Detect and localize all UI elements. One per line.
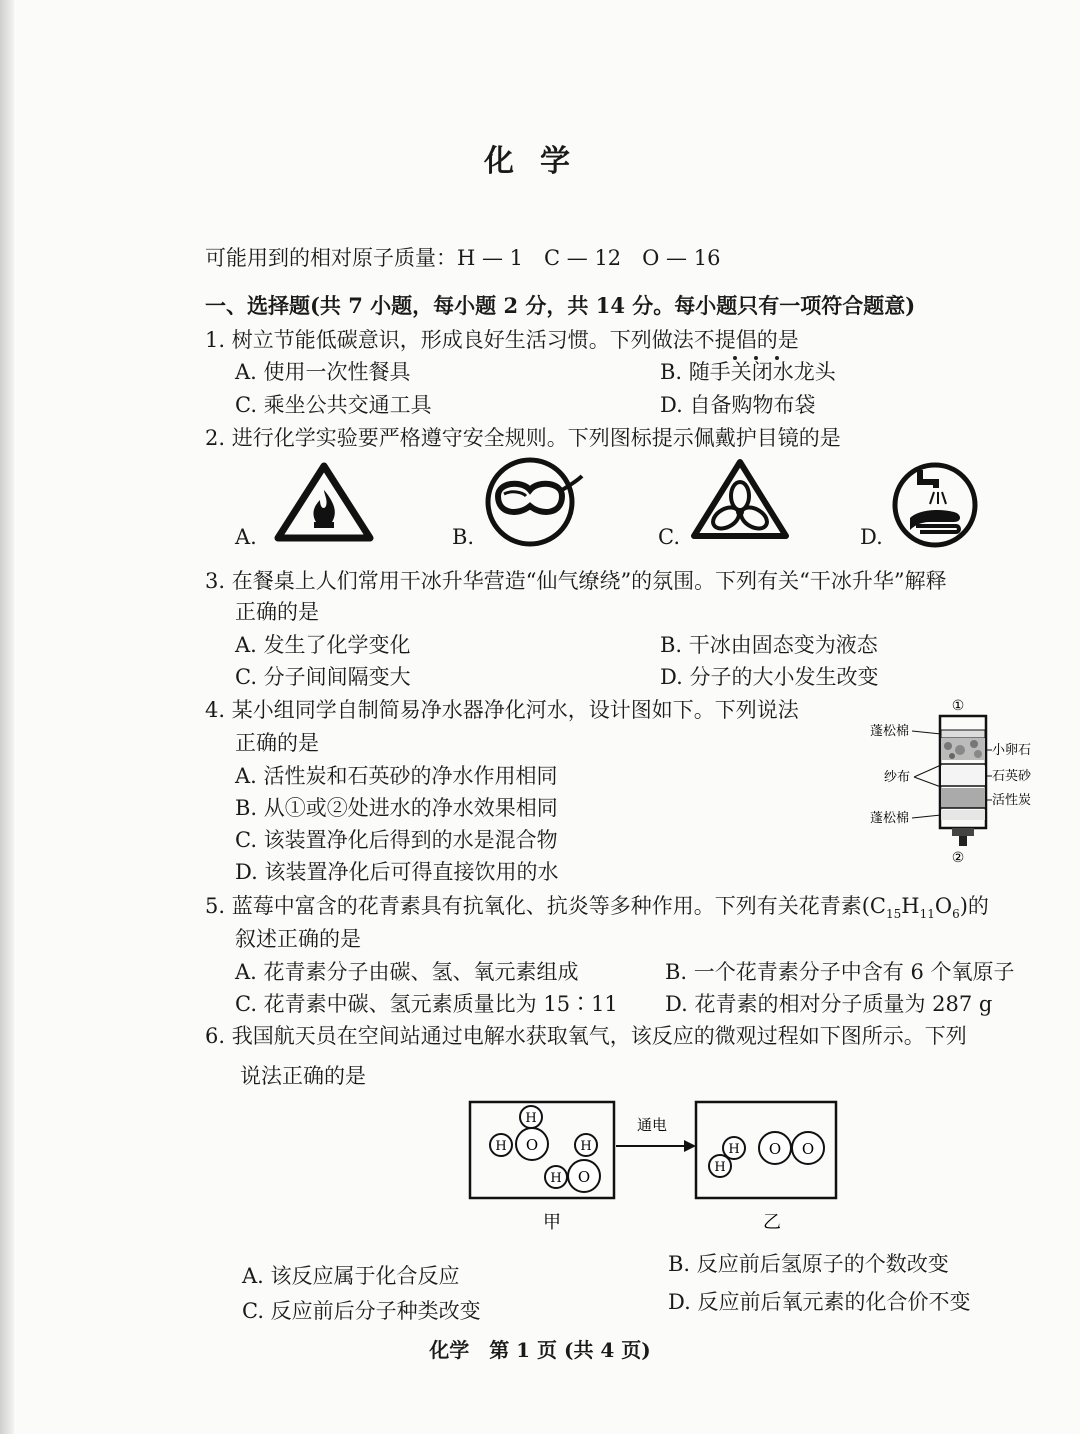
svg-text:O: O — [525, 1136, 539, 1154]
question-5-option-a: A. 花青素分子由碳、氢、氧元素组成 — [235, 960, 579, 984]
svg-text:H: H — [714, 1160, 726, 1175]
water-molecule — [490, 1106, 548, 1160]
question-4-stem-line1: 4. 某小组同学自制简易净水器净化河水，设计图如下。下列说法 — [205, 698, 799, 722]
subscript-c: 15 — [885, 907, 902, 922]
caption-jia: 甲 — [543, 1212, 561, 1233]
hydrogen-molecule — [709, 1137, 745, 1177]
section-heading: 一、选择题(共 7 小题，每小题 2 分，共 14 分。每小题只有一项符合题意) — [205, 293, 916, 318]
inlet-2-label: ② — [951, 850, 965, 866]
question-2-option-b: B. — [452, 525, 475, 549]
svg-text:H: H — [495, 1139, 507, 1154]
question-5-option-c: C. 花青素中碳、氢元素质量比为 15∶11 — [235, 992, 618, 1016]
stem-text: 5. 蓝莓中富含的花青素具有抗氧化、抗炎等多种作用。下列有关花青素(C — [205, 894, 886, 918]
question-2-option-d: D. — [860, 525, 883, 549]
reaction-condition-label: 通电 — [636, 1116, 668, 1134]
question-6-stem-line1: 6. 我国航天员在空间站通过电解水获取氧气，该反应的微观过程如下图所示。下列 — [205, 1024, 967, 1048]
question-5-option-b: B. 一个花青素分子中含有 6 个氧原子 — [665, 960, 1015, 984]
question-4-option-a: A. 活性炭和石英砂的净水作用相同 — [235, 764, 558, 788]
label-gauze: 纱布 — [884, 770, 911, 785]
svg-text:H: H — [525, 1111, 537, 1126]
water-molecule — [545, 1134, 600, 1192]
atomic-masses-line: 可能用到的相对原子质量：H — 1 C — 12 O — 16 — [205, 246, 721, 270]
question-6-option-a: A. 该反应属于化合反应 — [242, 1264, 460, 1288]
label-cotton-top: 蓬松棉 — [870, 724, 910, 739]
svg-text:O: O — [801, 1140, 815, 1158]
question-3-stem-line1: 3. 在餐桌上人们常用干冰升华营造“仙气缭绕”的氛围。下列有关“干冰升华”解释 — [205, 569, 947, 593]
question-1-option-c: C. 乘坐公共交通工具 — [235, 393, 432, 417]
question-1-stem: 1. 树立节能低碳意识，形成良好生活习惯。下列做法不提倡的是 — [205, 328, 799, 352]
question-5-option-d: D. 花青素的相对分子质量为 287 g — [665, 992, 993, 1016]
oxygen-molecule — [759, 1132, 824, 1164]
question-3-option-d: D. 分子的大小发生改变 — [660, 665, 879, 689]
question-3-option-b: B. 干冰由固态变为液态 — [660, 633, 878, 657]
question-6-option-c: C. 反应前后分子种类改变 — [242, 1299, 481, 1323]
question-6-option-d: D. 反应前后氧元素的化合价不变 — [668, 1290, 971, 1314]
page-edge-shadow — [0, 0, 14, 1434]
goggles-icon — [484, 456, 584, 548]
svg-text:H: H — [580, 1139, 592, 1154]
page-title: 化学 — [484, 144, 596, 179]
question-2-stem: 2. 进行化学实验要严格遵守安全规则。下列图标提示佩戴护目镜的是 — [205, 426, 841, 450]
electrolysis-diagram — [466, 1098, 842, 1238]
question-1-option-d: D. 自备购物布袋 — [660, 393, 816, 417]
formula-h: H — [901, 894, 920, 918]
svg-text:O: O — [577, 1168, 591, 1186]
question-4-option-d: D. 该装置净化后可得直接饮用的水 — [235, 860, 559, 884]
question-4-option-c: C. 该装置净化后得到的水是混合物 — [235, 828, 558, 852]
svg-text:H: H — [550, 1171, 562, 1186]
flame-warning-icon — [272, 460, 376, 544]
label-activated-carbon: 活性炭 — [992, 793, 1032, 808]
inlet-1-label: ① — [951, 698, 965, 714]
formula-o: O — [934, 894, 953, 918]
subscript-o: 6 — [952, 907, 960, 922]
question-4-stem-line2: 正确的是 — [235, 731, 319, 755]
hand-washing-icon — [890, 460, 980, 550]
question-2-option-a: A. — [235, 525, 257, 549]
page-footer: 化学 第 1 页 (共 4 页) — [429, 1338, 651, 1362]
subscript-h: 11 — [919, 907, 935, 922]
label-pebbles: 小卵石 — [992, 743, 1032, 758]
question-6-stem-line2: 说法正确的是 — [240, 1064, 366, 1088]
fan-icon — [688, 456, 792, 544]
question-1-option-a: A. 使用一次性餐具 — [235, 360, 411, 384]
svg-text:H: H — [728, 1142, 740, 1157]
question-1-option-b: B. 随手关闭水龙头 — [660, 360, 836, 384]
question-5-stem-line1 — [205, 892, 989, 928]
question-6-option-b: B. 反应前后氢原子的个数改变 — [668, 1252, 949, 1276]
caption-yi: 乙 — [763, 1212, 781, 1233]
label-cotton-bottom: 蓬松棉 — [870, 811, 910, 826]
question-3-option-c: C. 分子间间隔变大 — [235, 665, 411, 689]
water-purifier-diagram — [868, 694, 1040, 866]
svg-text:O: O — [768, 1140, 782, 1158]
question-4-option-b: B. 从①或②处进水的净水效果相同 — [235, 796, 558, 820]
stem-end: )的 — [959, 894, 989, 918]
question-3-option-a: A. 发生了化学变化 — [235, 633, 411, 657]
question-5-stem-line2: 叙述正确的是 — [235, 927, 361, 951]
question-2-option-c: C. — [658, 525, 680, 549]
question-3-stem-line2: 正确的是 — [235, 600, 319, 624]
label-quartz-sand: 石英砂 — [992, 769, 1032, 784]
